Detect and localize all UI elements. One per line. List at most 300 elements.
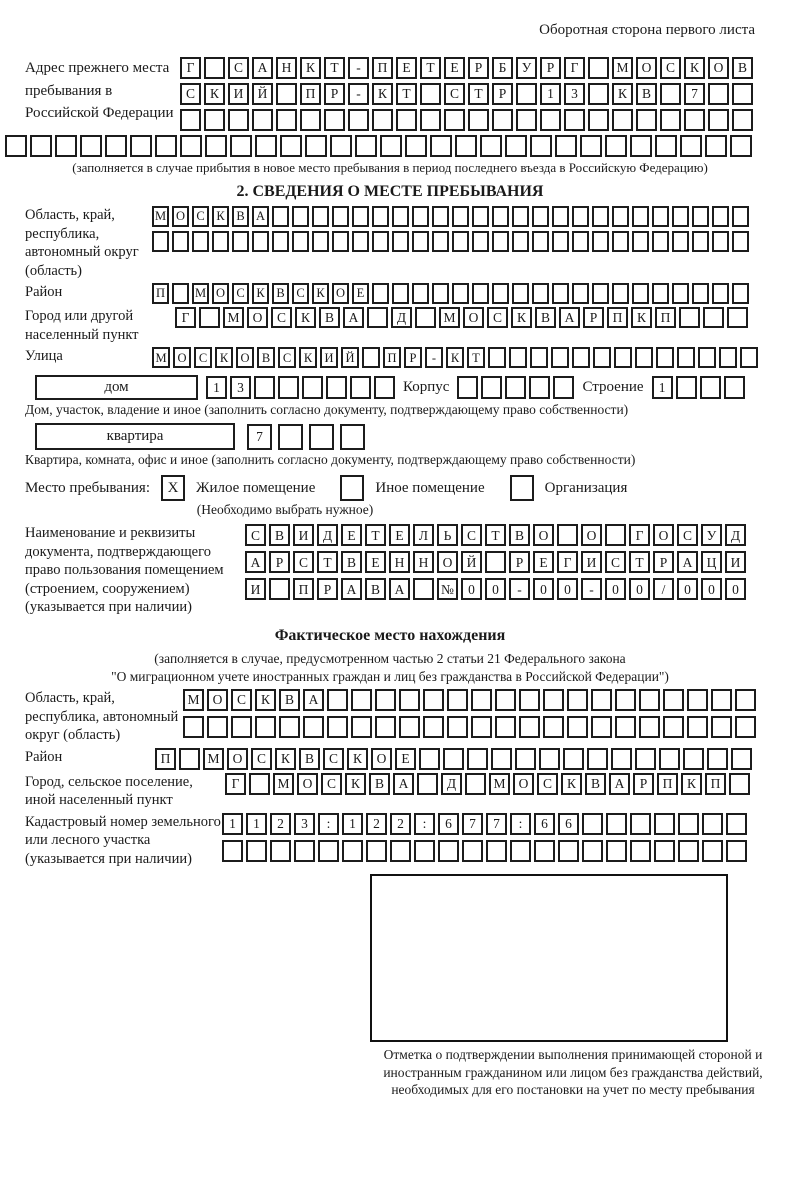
region-row-2[interactable]: [152, 231, 749, 252]
char-cell[interactable]: [312, 206, 329, 227]
char-cell[interactable]: [468, 109, 489, 131]
char-cell[interactable]: В: [272, 283, 289, 304]
char-cell[interactable]: 7: [684, 83, 705, 105]
char-cell[interactable]: [611, 748, 632, 770]
char-cell[interactable]: 3: [230, 376, 251, 399]
char-cell[interactable]: [612, 206, 629, 227]
street-row[interactable]: [152, 347, 758, 368]
char-cell[interactable]: [212, 231, 229, 252]
char-cell[interactable]: 7: [247, 424, 272, 450]
char-cell[interactable]: 6: [534, 813, 555, 835]
char-cell[interactable]: Н: [276, 57, 297, 79]
char-cell[interactable]: [692, 231, 709, 252]
actual-region-row-1[interactable]: [183, 689, 756, 711]
char-cell[interactable]: [612, 283, 629, 304]
char-cell[interactable]: [372, 206, 389, 227]
char-cell[interactable]: Т: [629, 551, 650, 573]
char-cell[interactable]: [505, 135, 527, 157]
stay-type-checkbox-zhiloe[interactable]: X: [161, 475, 185, 501]
char-cell[interactable]: [654, 813, 675, 835]
char-cell[interactable]: [172, 231, 189, 252]
char-cell[interactable]: 3: [564, 83, 585, 105]
char-cell[interactable]: А: [343, 307, 364, 328]
char-cell[interactable]: [399, 716, 420, 738]
char-cell[interactable]: О: [463, 307, 484, 328]
char-cell[interactable]: [552, 283, 569, 304]
char-cell[interactable]: Р: [633, 773, 654, 795]
char-cell[interactable]: [591, 689, 612, 711]
char-cell[interactable]: [732, 231, 749, 252]
char-cell[interactable]: О: [297, 773, 318, 795]
char-cell[interactable]: В: [585, 773, 606, 795]
char-cell[interactable]: :: [510, 813, 531, 835]
char-cell[interactable]: М: [152, 206, 169, 227]
char-cell[interactable]: [192, 231, 209, 252]
char-cell[interactable]: [712, 231, 729, 252]
char-cell[interactable]: [488, 347, 506, 368]
char-cell[interactable]: В: [232, 206, 249, 227]
char-cell[interactable]: О: [636, 57, 657, 79]
char-cell[interactable]: [492, 206, 509, 227]
char-cell[interactable]: С: [180, 83, 201, 105]
char-cell[interactable]: С: [461, 524, 482, 546]
char-cell[interactable]: С: [251, 748, 272, 770]
char-cell[interactable]: [415, 307, 436, 328]
char-cell[interactable]: [392, 231, 409, 252]
char-cell[interactable]: В: [279, 689, 300, 711]
char-cell[interactable]: [632, 231, 649, 252]
char-cell[interactable]: [447, 716, 468, 738]
char-cell[interactable]: [732, 283, 749, 304]
char-cell[interactable]: [318, 840, 339, 862]
char-cell[interactable]: -: [348, 83, 369, 105]
char-cell[interactable]: :: [318, 813, 339, 835]
char-cell[interactable]: Г: [629, 524, 650, 546]
char-cell[interactable]: [352, 206, 369, 227]
char-cell[interactable]: Е: [395, 748, 416, 770]
char-cell[interactable]: 1: [652, 376, 673, 399]
char-cell[interactable]: [551, 347, 569, 368]
char-cell[interactable]: [732, 109, 753, 131]
char-cell[interactable]: [80, 135, 102, 157]
char-cell[interactable]: К: [204, 83, 225, 105]
char-cell[interactable]: [698, 347, 716, 368]
char-cell[interactable]: Г: [180, 57, 201, 79]
char-cell[interactable]: [276, 83, 297, 105]
char-cell[interactable]: 6: [558, 813, 579, 835]
char-cell[interactable]: Е: [341, 524, 362, 546]
char-cell[interactable]: [543, 689, 564, 711]
char-cell[interactable]: [420, 109, 441, 131]
char-cell[interactable]: 1: [206, 376, 227, 399]
char-cell[interactable]: [309, 424, 334, 450]
char-cell[interactable]: [480, 135, 502, 157]
char-cell[interactable]: [204, 57, 225, 79]
char-cell[interactable]: [302, 376, 323, 399]
char-cell[interactable]: [726, 840, 747, 862]
char-cell[interactable]: [423, 689, 444, 711]
char-cell[interactable]: №: [437, 578, 458, 600]
char-cell[interactable]: К: [446, 347, 464, 368]
char-cell[interactable]: [452, 206, 469, 227]
char-cell[interactable]: [605, 135, 627, 157]
char-cell[interactable]: [303, 716, 324, 738]
char-cell[interactable]: [519, 689, 540, 711]
char-cell[interactable]: [492, 283, 509, 304]
char-cell[interactable]: В: [299, 748, 320, 770]
char-cell[interactable]: [505, 376, 526, 399]
char-cell[interactable]: Н: [389, 551, 410, 573]
char-cell[interactable]: [632, 283, 649, 304]
char-cell[interactable]: [255, 135, 277, 157]
char-cell[interactable]: Т: [396, 83, 417, 105]
char-cell[interactable]: [130, 135, 152, 157]
char-cell[interactable]: [350, 376, 371, 399]
prev-address-row-4[interactable]: [5, 135, 755, 157]
char-cell[interactable]: [362, 347, 380, 368]
char-cell[interactable]: [606, 813, 627, 835]
char-cell[interactable]: [467, 748, 488, 770]
char-cell[interactable]: Н: [413, 551, 434, 573]
char-cell[interactable]: Т: [468, 83, 489, 105]
char-cell[interactable]: [564, 109, 585, 131]
char-cell[interactable]: А: [252, 57, 273, 79]
char-cell[interactable]: С: [271, 307, 292, 328]
char-cell[interactable]: [711, 689, 732, 711]
char-cell[interactable]: [572, 231, 589, 252]
char-cell[interactable]: О: [581, 524, 602, 546]
char-cell[interactable]: О: [332, 283, 349, 304]
char-cell[interactable]: [519, 716, 540, 738]
char-cell[interactable]: А: [609, 773, 630, 795]
document-row-1[interactable]: [245, 524, 746, 546]
korpus-cells[interactable]: [457, 376, 574, 399]
char-cell[interactable]: Ц: [701, 551, 722, 573]
char-cell[interactable]: [326, 376, 347, 399]
char-cell[interactable]: [582, 813, 603, 835]
char-cell[interactable]: [572, 347, 590, 368]
char-cell[interactable]: [580, 135, 602, 157]
char-cell[interactable]: [540, 109, 561, 131]
char-cell[interactable]: К: [275, 748, 296, 770]
char-cell[interactable]: [672, 231, 689, 252]
char-cell[interactable]: [672, 283, 689, 304]
char-cell[interactable]: [183, 716, 204, 738]
char-cell[interactable]: С: [292, 283, 309, 304]
char-cell[interactable]: [712, 206, 729, 227]
char-cell[interactable]: [582, 840, 603, 862]
char-cell[interactable]: Е: [444, 57, 465, 79]
char-cell[interactable]: [735, 716, 756, 738]
char-cell[interactable]: [729, 773, 750, 795]
district-row[interactable]: [152, 283, 749, 304]
char-cell[interactable]: [678, 840, 699, 862]
char-cell[interactable]: Т: [485, 524, 506, 546]
prev-address-row-1[interactable]: [180, 57, 753, 79]
char-cell[interactable]: -: [348, 57, 369, 79]
char-cell[interactable]: [152, 231, 169, 252]
char-cell[interactable]: 2: [270, 813, 291, 835]
char-cell[interactable]: А: [389, 578, 410, 600]
house-number-cells[interactable]: [206, 376, 395, 399]
char-cell[interactable]: [532, 206, 549, 227]
char-cell[interactable]: [530, 347, 548, 368]
char-cell[interactable]: [515, 748, 536, 770]
char-cell[interactable]: 1: [540, 83, 561, 105]
char-cell[interactable]: П: [300, 83, 321, 105]
char-cell[interactable]: Й: [341, 347, 359, 368]
char-cell[interactable]: [655, 135, 677, 157]
stroenie-cells[interactable]: [652, 376, 745, 399]
char-cell[interactable]: Т: [324, 57, 345, 79]
char-cell[interactable]: [246, 840, 267, 862]
char-cell[interactable]: [687, 716, 708, 738]
char-cell[interactable]: [512, 206, 529, 227]
char-cell[interactable]: М: [152, 347, 170, 368]
char-cell[interactable]: 1: [222, 813, 243, 835]
char-cell[interactable]: В: [509, 524, 530, 546]
char-cell[interactable]: [591, 716, 612, 738]
char-cell[interactable]: 1: [246, 813, 267, 835]
char-cell[interactable]: 0: [725, 578, 746, 600]
char-cell[interactable]: Й: [252, 83, 273, 105]
char-cell[interactable]: 2: [366, 813, 387, 835]
char-cell[interactable]: [372, 283, 389, 304]
char-cell[interactable]: [269, 578, 290, 600]
char-cell[interactable]: Т: [420, 57, 441, 79]
char-cell[interactable]: В: [535, 307, 556, 328]
char-cell[interactable]: [532, 231, 549, 252]
char-cell[interactable]: И: [581, 551, 602, 573]
char-cell[interactable]: Т: [317, 551, 338, 573]
char-cell[interactable]: [630, 813, 651, 835]
char-cell[interactable]: [652, 206, 669, 227]
char-cell[interactable]: [552, 206, 569, 227]
char-cell[interactable]: И: [320, 347, 338, 368]
char-cell[interactable]: К: [299, 347, 317, 368]
region-row-1[interactable]: [152, 206, 749, 227]
char-cell[interactable]: Е: [396, 57, 417, 79]
char-cell[interactable]: [372, 231, 389, 252]
char-cell[interactable]: [276, 109, 297, 131]
char-cell[interactable]: [249, 773, 270, 795]
char-cell[interactable]: Д: [391, 307, 412, 328]
char-cell[interactable]: [726, 813, 747, 835]
char-cell[interactable]: [355, 135, 377, 157]
char-cell[interactable]: [705, 135, 727, 157]
char-cell[interactable]: [278, 424, 303, 450]
char-cell[interactable]: [679, 307, 700, 328]
document-row-2[interactable]: [245, 551, 746, 573]
char-cell[interactable]: А: [252, 206, 269, 227]
char-cell[interactable]: О: [533, 524, 554, 546]
char-cell[interactable]: Р: [404, 347, 422, 368]
char-cell[interactable]: [659, 748, 680, 770]
char-cell[interactable]: [543, 716, 564, 738]
char-cell[interactable]: [430, 135, 452, 157]
char-cell[interactable]: [392, 283, 409, 304]
char-cell[interactable]: К: [215, 347, 233, 368]
char-cell[interactable]: 2: [390, 813, 411, 835]
char-cell[interactable]: Р: [653, 551, 674, 573]
char-cell[interactable]: [732, 206, 749, 227]
document-row-3[interactable]: [245, 578, 746, 600]
char-cell[interactable]: А: [341, 578, 362, 600]
char-cell[interactable]: [380, 135, 402, 157]
char-cell[interactable]: С: [487, 307, 508, 328]
char-cell[interactable]: 0: [557, 578, 578, 600]
char-cell[interactable]: П: [372, 57, 393, 79]
char-cell[interactable]: Ь: [437, 524, 458, 546]
char-cell[interactable]: [292, 206, 309, 227]
char-cell[interactable]: 0: [485, 578, 506, 600]
char-cell[interactable]: К: [372, 83, 393, 105]
char-cell[interactable]: [452, 231, 469, 252]
char-cell[interactable]: С: [605, 551, 626, 573]
char-cell[interactable]: О: [437, 551, 458, 573]
char-cell[interactable]: С: [245, 524, 266, 546]
char-cell[interactable]: [420, 83, 441, 105]
stay-type-checkbox-inoe[interactable]: [340, 475, 364, 501]
char-cell[interactable]: С: [321, 773, 342, 795]
char-cell[interactable]: У: [701, 524, 722, 546]
char-cell[interactable]: [512, 231, 529, 252]
char-cell[interactable]: [375, 716, 396, 738]
char-cell[interactable]: К: [255, 689, 276, 711]
char-cell[interactable]: [510, 840, 531, 862]
char-cell[interactable]: [455, 135, 477, 157]
char-cell[interactable]: В: [369, 773, 390, 795]
char-cell[interactable]: [711, 716, 732, 738]
char-cell[interactable]: [351, 689, 372, 711]
char-cell[interactable]: С: [537, 773, 558, 795]
char-cell[interactable]: 0: [629, 578, 650, 600]
char-cell[interactable]: [414, 840, 435, 862]
char-cell[interactable]: [635, 347, 653, 368]
char-cell[interactable]: Б: [492, 57, 513, 79]
char-cell[interactable]: [432, 283, 449, 304]
char-cell[interactable]: [342, 840, 363, 862]
char-cell[interactable]: Е: [389, 524, 410, 546]
char-cell[interactable]: К: [295, 307, 316, 328]
char-cell[interactable]: [30, 135, 52, 157]
char-cell[interactable]: [588, 109, 609, 131]
char-cell[interactable]: 3: [294, 813, 315, 835]
char-cell[interactable]: [300, 109, 321, 131]
char-cell[interactable]: [324, 109, 345, 131]
char-cell[interactable]: [639, 689, 660, 711]
char-cell[interactable]: [412, 231, 429, 252]
char-cell[interactable]: [348, 109, 369, 131]
char-cell[interactable]: [635, 748, 656, 770]
char-cell[interactable]: [592, 206, 609, 227]
char-cell[interactable]: С: [192, 206, 209, 227]
char-cell[interactable]: [447, 689, 468, 711]
char-cell[interactable]: К: [345, 773, 366, 795]
char-cell[interactable]: -: [581, 578, 602, 600]
char-cell[interactable]: [563, 748, 584, 770]
char-cell[interactable]: -: [509, 578, 530, 600]
char-cell[interactable]: [636, 109, 657, 131]
char-cell[interactable]: А: [245, 551, 266, 573]
char-cell[interactable]: [491, 748, 512, 770]
char-cell[interactable]: [462, 840, 483, 862]
char-cell[interactable]: [692, 206, 709, 227]
char-cell[interactable]: [432, 206, 449, 227]
char-cell[interactable]: [252, 231, 269, 252]
char-cell[interactable]: [231, 716, 252, 738]
char-cell[interactable]: М: [489, 773, 510, 795]
char-cell[interactable]: [592, 231, 609, 252]
char-cell[interactable]: О: [371, 748, 392, 770]
char-cell[interactable]: О: [173, 347, 191, 368]
char-cell[interactable]: А: [303, 689, 324, 711]
char-cell[interactable]: [471, 689, 492, 711]
char-cell[interactable]: 0: [605, 578, 626, 600]
char-cell[interactable]: Р: [509, 551, 530, 573]
char-cell[interactable]: 0: [677, 578, 698, 600]
char-cell[interactable]: Р: [468, 57, 489, 79]
char-cell[interactable]: О: [172, 206, 189, 227]
char-cell[interactable]: К: [684, 57, 705, 79]
char-cell[interactable]: Л: [413, 524, 434, 546]
char-cell[interactable]: [495, 716, 516, 738]
char-cell[interactable]: [606, 840, 627, 862]
char-cell[interactable]: [660, 83, 681, 105]
actual-region-row-2[interactable]: [183, 716, 756, 738]
char-cell[interactable]: [443, 748, 464, 770]
char-cell[interactable]: О: [227, 748, 248, 770]
char-cell[interactable]: [230, 135, 252, 157]
char-cell[interactable]: [555, 135, 577, 157]
char-cell[interactable]: [660, 109, 681, 131]
cadastral-row-2[interactable]: [222, 840, 747, 862]
char-cell[interactable]: О: [236, 347, 254, 368]
char-cell[interactable]: [703, 307, 724, 328]
stamp-box[interactable]: [370, 874, 728, 1042]
char-cell[interactable]: К: [631, 307, 652, 328]
char-cell[interactable]: [5, 135, 27, 157]
char-cell[interactable]: [529, 376, 550, 399]
char-cell[interactable]: [652, 283, 669, 304]
char-cell[interactable]: П: [655, 307, 676, 328]
char-cell[interactable]: [204, 109, 225, 131]
char-cell[interactable]: К: [347, 748, 368, 770]
char-cell[interactable]: [272, 206, 289, 227]
char-cell[interactable]: [472, 283, 489, 304]
char-cell[interactable]: П: [155, 748, 176, 770]
char-cell[interactable]: [292, 231, 309, 252]
char-cell[interactable]: О: [708, 57, 729, 79]
char-cell[interactable]: Г: [557, 551, 578, 573]
char-cell[interactable]: П: [705, 773, 726, 795]
char-cell[interactable]: [572, 206, 589, 227]
char-cell[interactable]: С: [444, 83, 465, 105]
char-cell[interactable]: [712, 283, 729, 304]
char-cell[interactable]: [702, 840, 723, 862]
char-cell[interactable]: [552, 231, 569, 252]
char-cell[interactable]: [55, 135, 77, 157]
char-cell[interactable]: [730, 135, 752, 157]
char-cell[interactable]: [687, 689, 708, 711]
prev-address-row-2[interactable]: [180, 83, 753, 105]
char-cell[interactable]: [486, 840, 507, 862]
char-cell[interactable]: [272, 231, 289, 252]
char-cell[interactable]: 0: [461, 578, 482, 600]
char-cell[interactable]: [708, 109, 729, 131]
char-cell[interactable]: Р: [583, 307, 604, 328]
char-cell[interactable]: [492, 109, 513, 131]
